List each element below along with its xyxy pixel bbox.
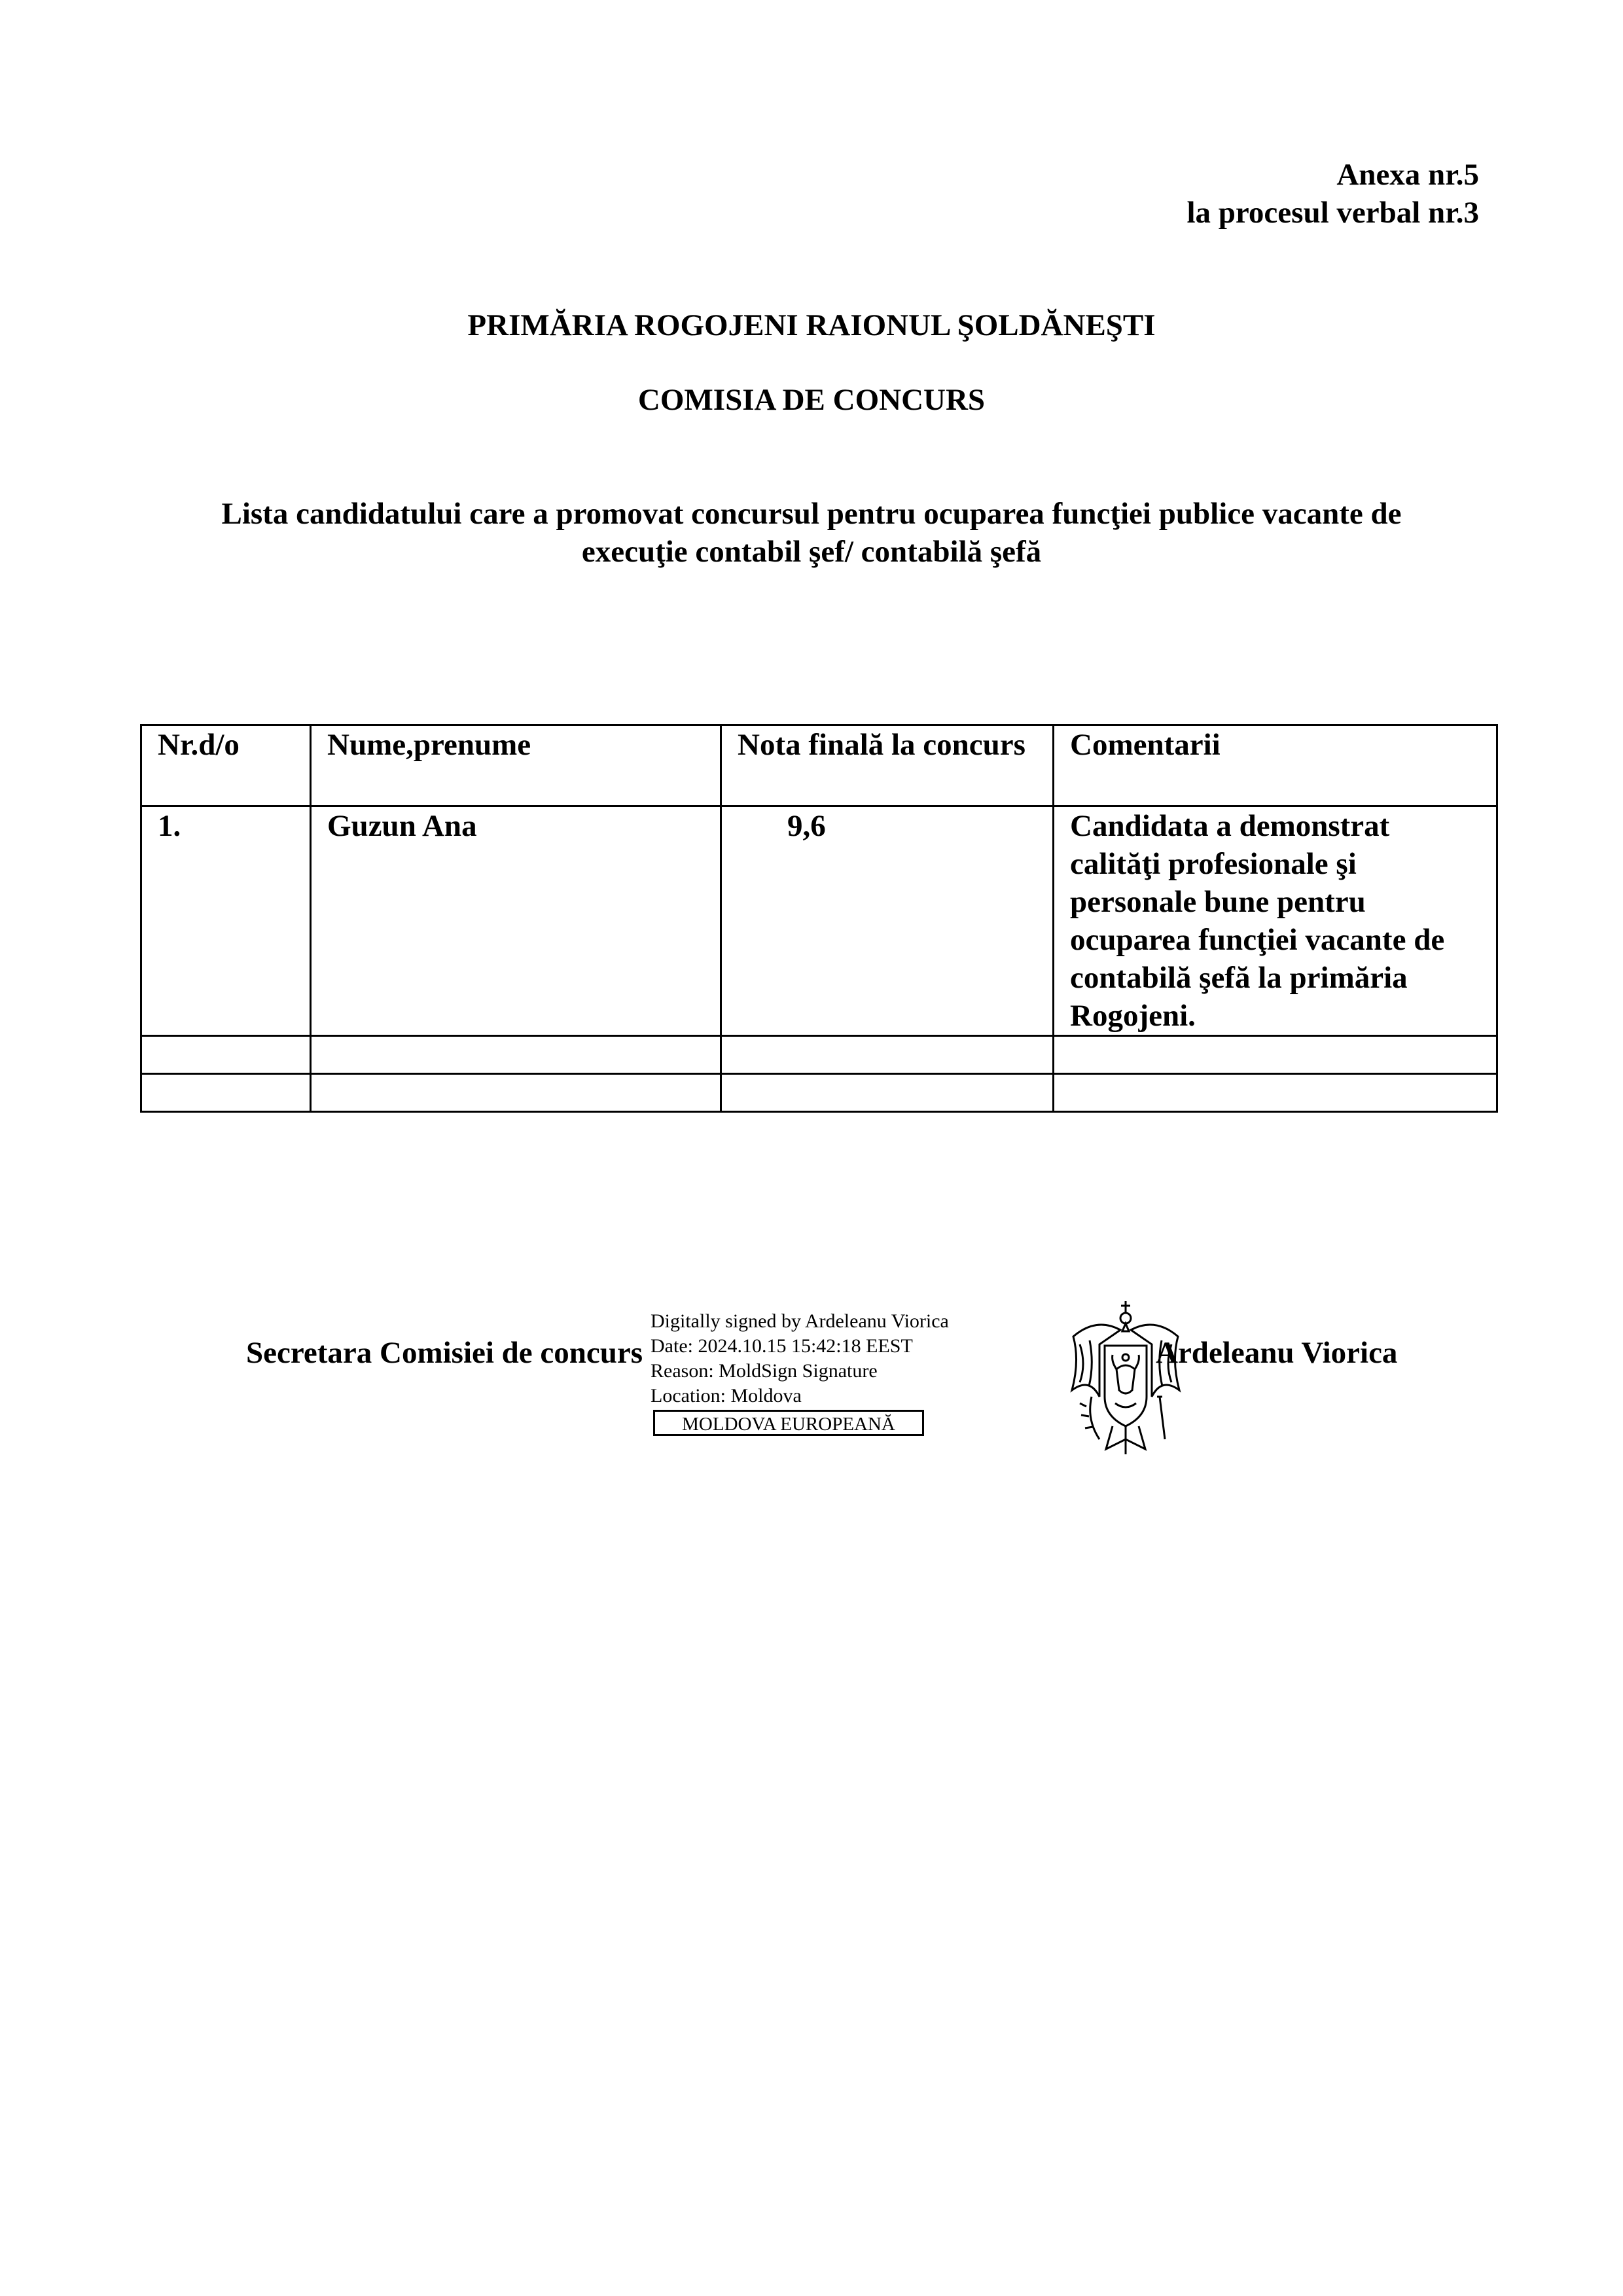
empty-cell [1054, 1036, 1497, 1074]
empty-cell [141, 1074, 311, 1112]
empty-cell [721, 1074, 1054, 1112]
table-row-empty [141, 1074, 1497, 1112]
signatory-role: Secretara Comisiei de concurs [246, 1336, 643, 1370]
table-row [141, 806, 1497, 1036]
header-comments: Comentarii [1054, 725, 1497, 806]
list-title: Lista candidatului care a promovat concursul pentru ocuparea funcţiei publice vacante de execuţie contabil şef/ contabilă şefă [221, 497, 1402, 569]
annex-reference [1186, 156, 1479, 232]
signature-location: Location: Moldova [651, 1385, 802, 1407]
annex-protocol: la procesul verbal nr.3 [1186, 196, 1479, 230]
signatory-name: Ardeleanu Viorica [1156, 1336, 1398, 1370]
header-name: Nume,prenume [311, 725, 721, 806]
header-nr: Nr.d/o [141, 725, 311, 806]
digital-signature-block [651, 1309, 949, 1408]
cell-comment: Candidata a demonstrat calităţi profesionale şi personale bune pentru ocuparea funcţiei vacante de contabilă şefă la primăria Rogojeni. [1054, 806, 1497, 1036]
empty-cell [721, 1036, 1054, 1074]
moldova-coat-of-arms-icon [1060, 1299, 1191, 1456]
signature-date: Date: 2024.10.15 15:42:18 EEST [651, 1335, 913, 1357]
results-table [140, 724, 1498, 1113]
header-score: Nota finală la concurs [721, 725, 1054, 806]
cell-nr: 1. [141, 806, 311, 1036]
empty-cell [311, 1074, 721, 1112]
commission-title: COMISIA DE CONCURS [637, 383, 986, 417]
table-row-empty [141, 1036, 1497, 1074]
annex-number: Anexa nr.5 [1336, 158, 1479, 192]
empty-cell [141, 1036, 311, 1074]
cell-score: 9,6 [721, 806, 1054, 1036]
signature-reason: Reason: MoldSign Signature [651, 1360, 878, 1382]
institution-title: PRIMĂRIA ROGOJENI RAIONUL ŞOLDĂNEŞTI [467, 308, 1156, 342]
signed-by: Digitally signed by Ardeleanu Viorica [651, 1310, 949, 1332]
cell-name: Guzun Ana [311, 806, 721, 1036]
signature-motto: MOLDOVA EUROPEANĂ [653, 1410, 924, 1436]
table-header-row [141, 725, 1497, 806]
empty-cell [311, 1036, 721, 1074]
empty-cell [1054, 1074, 1497, 1112]
